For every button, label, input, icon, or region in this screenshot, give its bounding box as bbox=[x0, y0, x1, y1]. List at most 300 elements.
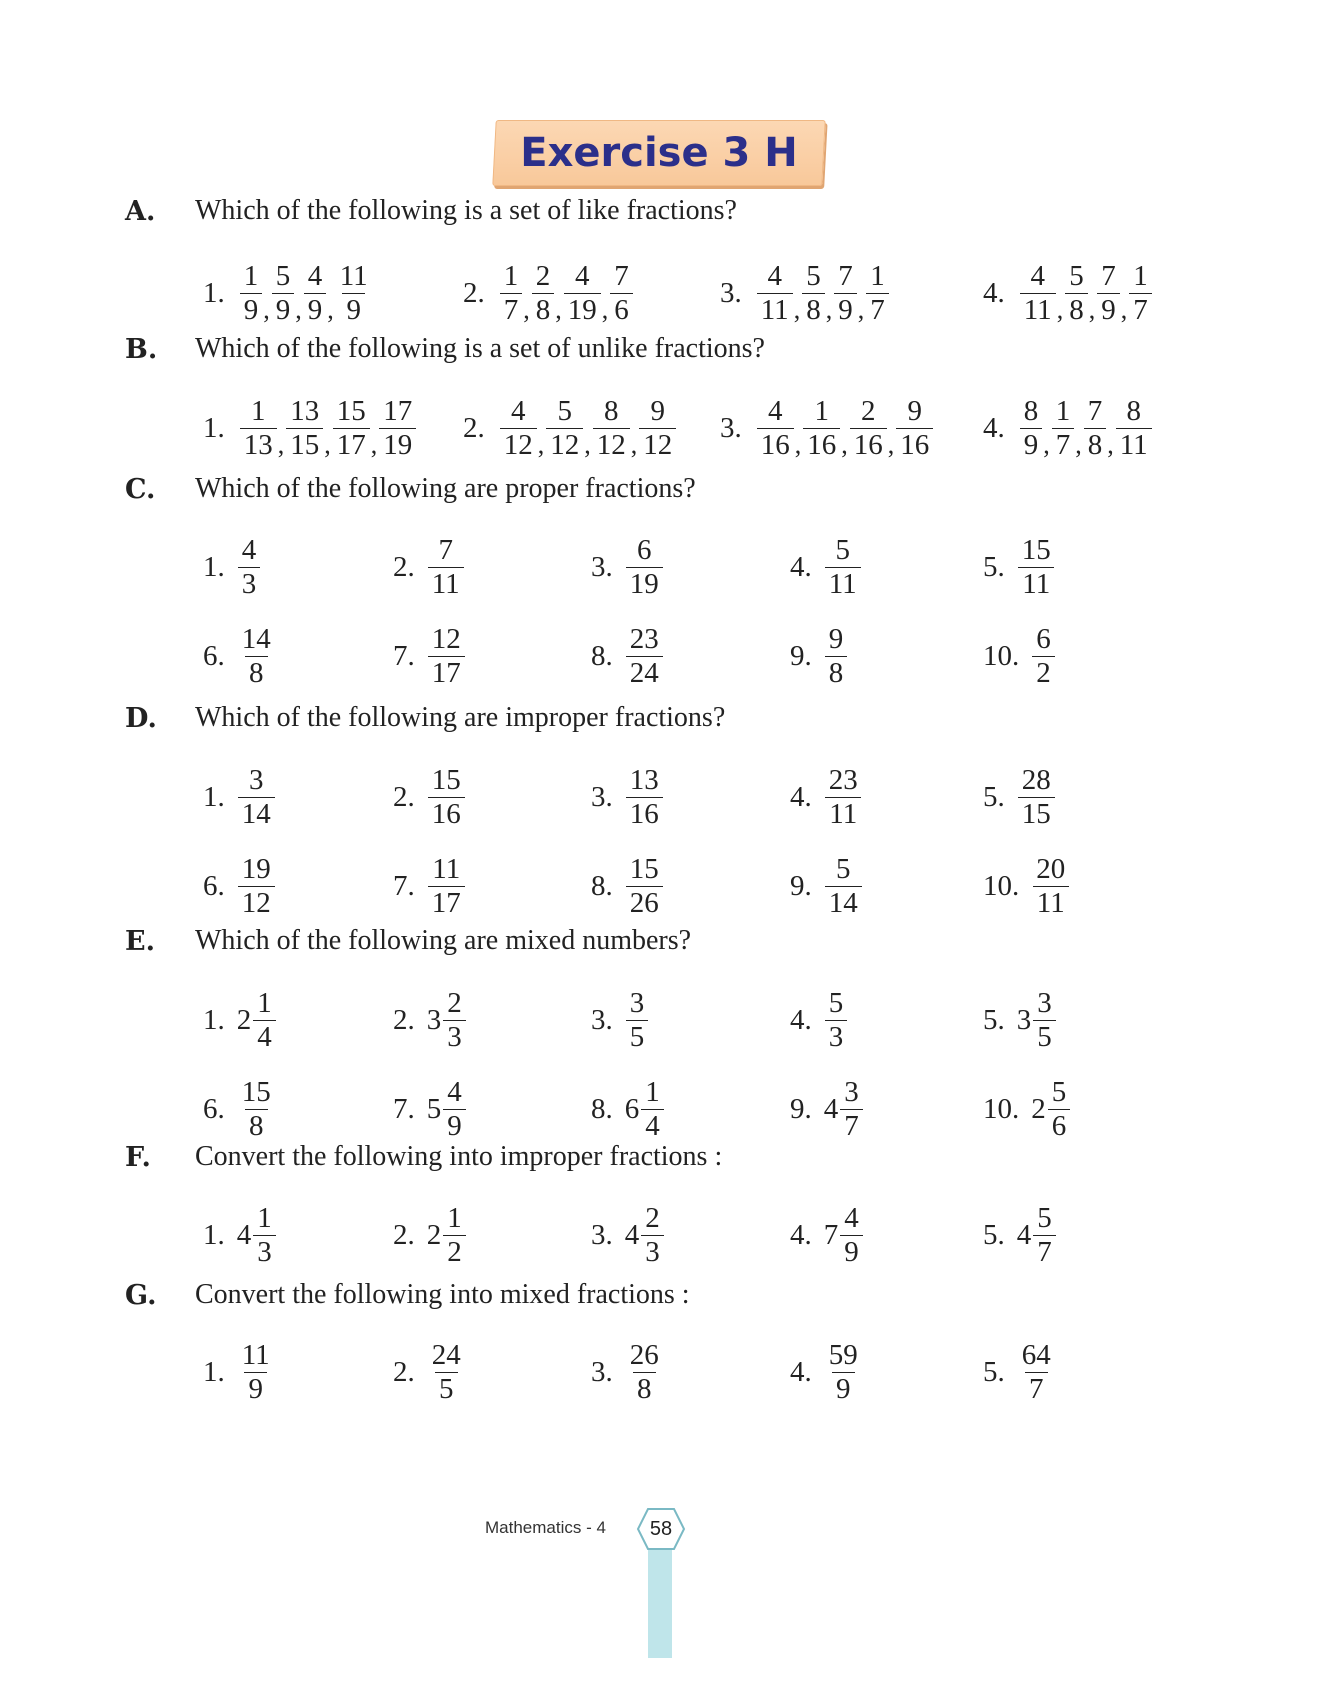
section-letter: A. bbox=[125, 196, 156, 227]
whole-number: 2 bbox=[1031, 1092, 1046, 1125]
numerator: 5 bbox=[1069, 260, 1084, 293]
numerator: 5 bbox=[1037, 1202, 1052, 1235]
fraction bbox=[253, 1202, 276, 1268]
numerator: 17 bbox=[383, 395, 413, 428]
comma: , bbox=[1056, 295, 1064, 324]
question-item bbox=[203, 620, 276, 692]
denominator: 8 bbox=[245, 1109, 268, 1142]
comma: , bbox=[794, 430, 802, 459]
fraction bbox=[757, 260, 793, 326]
fraction bbox=[626, 764, 663, 830]
page-number: 58 bbox=[649, 1518, 673, 1540]
numerator: 8 bbox=[1023, 395, 1039, 428]
fraction bbox=[304, 260, 327, 326]
fraction bbox=[1033, 987, 1056, 1053]
numerator: 7 bbox=[838, 260, 853, 293]
fraction bbox=[286, 395, 323, 461]
question-item bbox=[983, 850, 1070, 922]
question-item bbox=[393, 1336, 466, 1408]
fraction bbox=[1048, 1076, 1071, 1142]
fraction bbox=[825, 764, 862, 830]
denominator: 16 bbox=[803, 428, 840, 461]
item-number: 1. bbox=[203, 411, 225, 444]
denominator: 12 bbox=[500, 428, 537, 461]
whole-number: 5 bbox=[426, 1092, 442, 1125]
question-item bbox=[203, 257, 373, 329]
denominator: 8 bbox=[532, 293, 555, 326]
fraction bbox=[896, 395, 933, 461]
comma: , bbox=[1107, 430, 1114, 459]
question-item bbox=[463, 257, 634, 329]
denominator: 7 bbox=[840, 1109, 863, 1142]
comma: , bbox=[887, 430, 895, 459]
numerator: 15 bbox=[241, 1076, 271, 1109]
item-number: 2. bbox=[393, 550, 415, 583]
denominator: 17 bbox=[333, 428, 370, 461]
question-item bbox=[983, 1199, 1057, 1271]
whole-number: 6 bbox=[624, 1092, 640, 1125]
whole-number: 3 bbox=[426, 1003, 442, 1036]
fraction bbox=[825, 534, 861, 600]
denominator: 9 bbox=[1097, 293, 1120, 326]
denominator: 11 bbox=[825, 797, 861, 830]
item-number: 2. bbox=[393, 1003, 415, 1036]
item-number: 2. bbox=[393, 1355, 415, 1388]
fraction bbox=[1065, 260, 1088, 326]
fraction bbox=[379, 395, 416, 461]
question-item bbox=[393, 761, 466, 833]
item-number: 2. bbox=[463, 411, 485, 444]
numerator: 13 bbox=[290, 395, 320, 428]
numerator: 5 bbox=[275, 260, 291, 293]
fraction bbox=[1033, 1202, 1056, 1268]
comma: , bbox=[263, 295, 270, 324]
numerator: 3 bbox=[844, 1076, 859, 1109]
numerator: 20 bbox=[1036, 853, 1066, 886]
item-number: 1. bbox=[203, 1218, 225, 1251]
question-item bbox=[790, 620, 848, 692]
comma: , bbox=[1043, 430, 1050, 459]
section-letter: E. bbox=[125, 926, 155, 957]
denominator: 11 bbox=[757, 293, 793, 326]
question-item bbox=[393, 531, 465, 603]
fraction bbox=[238, 1339, 274, 1405]
denominator: 3 bbox=[443, 1020, 466, 1053]
fraction bbox=[238, 1076, 275, 1142]
item-number: 7. bbox=[393, 639, 415, 672]
numerator: 7 bbox=[438, 534, 453, 567]
fraction bbox=[840, 1202, 863, 1268]
numerator: 4 bbox=[241, 534, 257, 567]
fraction bbox=[240, 260, 263, 326]
numerator: 1 bbox=[257, 1202, 272, 1235]
denominator: 9 bbox=[834, 293, 857, 326]
item-number: 4. bbox=[790, 1355, 812, 1388]
fraction bbox=[1020, 395, 1043, 461]
question-item bbox=[203, 531, 261, 603]
item-number: 1. bbox=[203, 780, 225, 813]
item-number: 10. bbox=[983, 869, 1020, 902]
fraction bbox=[825, 853, 862, 919]
numerator: 1 bbox=[503, 260, 519, 293]
comma: , bbox=[324, 430, 331, 459]
numerator: 1 bbox=[1055, 395, 1071, 428]
denominator: 14 bbox=[825, 886, 862, 919]
whole-number: 2 bbox=[426, 1218, 442, 1251]
denominator: 24 bbox=[626, 656, 663, 689]
whole-number: 4 bbox=[823, 1092, 839, 1125]
denominator: 6 bbox=[1048, 1109, 1071, 1142]
section-letter: B. bbox=[125, 334, 158, 365]
numerator: 11 bbox=[241, 1339, 270, 1372]
denominator: 15 bbox=[1018, 797, 1055, 830]
numerator: 5 bbox=[557, 395, 572, 428]
question-item bbox=[591, 984, 649, 1056]
fraction bbox=[626, 623, 663, 689]
fraction bbox=[1032, 853, 1069, 919]
item-number: 2. bbox=[393, 1218, 415, 1251]
denominator: 5 bbox=[626, 1020, 649, 1053]
numerator: 1 bbox=[251, 395, 266, 428]
denominator: 9 bbox=[840, 1235, 863, 1268]
question-item bbox=[203, 392, 417, 464]
item-number: 4. bbox=[983, 276, 1005, 309]
fraction bbox=[500, 395, 537, 461]
denominator: 11 bbox=[1116, 428, 1152, 461]
question-item bbox=[203, 984, 277, 1056]
section-question: Which of the following are improper fractions? bbox=[195, 702, 726, 733]
denominator: 11 bbox=[1018, 567, 1054, 600]
denominator: 7 bbox=[500, 293, 523, 326]
numerator: 23 bbox=[828, 764, 858, 797]
comma: , bbox=[370, 430, 378, 459]
section-question: Convert the following into improper fractions : bbox=[195, 1141, 723, 1172]
numerator: 15 bbox=[1021, 534, 1051, 567]
numerator: 1 bbox=[870, 260, 885, 293]
numerator: 6 bbox=[637, 534, 652, 567]
numerator: 1 bbox=[243, 260, 259, 293]
numerator: 13 bbox=[629, 764, 659, 797]
denominator: 12 bbox=[238, 886, 275, 919]
item-number: 4. bbox=[790, 550, 812, 583]
denominator: 4 bbox=[253, 1020, 276, 1053]
question-item bbox=[591, 1073, 665, 1145]
whole-number: 4 bbox=[236, 1218, 252, 1251]
section-question: Which of the following is a set of like fractions? bbox=[195, 195, 737, 226]
numerator: 1 bbox=[447, 1202, 462, 1235]
comma: , bbox=[1120, 295, 1128, 324]
denominator: 16 bbox=[757, 428, 794, 461]
fraction bbox=[238, 534, 261, 600]
numerator: 5 bbox=[836, 853, 851, 886]
question-item bbox=[591, 620, 664, 692]
denominator: 5 bbox=[435, 1372, 458, 1405]
question-item bbox=[983, 984, 1057, 1056]
numerator: 12 bbox=[431, 623, 461, 656]
fraction bbox=[593, 395, 630, 461]
question-item bbox=[983, 392, 1153, 464]
comma: , bbox=[825, 295, 833, 324]
numerator: 4 bbox=[1030, 260, 1045, 293]
exercise-title: Exercise 3 H bbox=[520, 130, 798, 176]
item-number: 1. bbox=[203, 1003, 225, 1036]
denominator: 3 bbox=[825, 1020, 848, 1053]
numerator: 4 bbox=[511, 395, 526, 428]
footer-subject: Mathematics - 4 bbox=[485, 1518, 606, 1537]
question-item bbox=[591, 761, 664, 833]
numerator: 24 bbox=[431, 1339, 461, 1372]
section-question: Which of the following are proper fractions? bbox=[195, 473, 696, 504]
numerator: 7 bbox=[614, 260, 629, 293]
fraction bbox=[500, 260, 523, 326]
fraction bbox=[866, 260, 889, 326]
fraction bbox=[428, 623, 465, 689]
question-item bbox=[983, 1073, 1071, 1145]
question-item bbox=[393, 1073, 467, 1145]
numerator: 5 bbox=[835, 534, 850, 567]
numerator: 1 bbox=[645, 1076, 660, 1109]
fraction bbox=[240, 395, 277, 461]
fraction bbox=[1097, 260, 1120, 326]
item-number: 2. bbox=[463, 276, 485, 309]
comma: , bbox=[295, 295, 302, 324]
section-letter: D. bbox=[125, 703, 157, 734]
numerator: 2 bbox=[645, 1202, 660, 1235]
fraction bbox=[802, 260, 825, 326]
fraction bbox=[825, 987, 848, 1053]
comma: , bbox=[277, 430, 285, 459]
item-number: 10. bbox=[983, 1092, 1020, 1125]
numerator: 4 bbox=[447, 1076, 462, 1109]
numerator: 9 bbox=[650, 395, 665, 428]
fraction bbox=[428, 853, 465, 919]
fraction bbox=[1018, 1339, 1055, 1405]
item-number: 6. bbox=[203, 869, 225, 902]
item-number: 9. bbox=[790, 1092, 812, 1125]
question-item bbox=[790, 761, 863, 833]
denominator: 6 bbox=[610, 293, 633, 326]
fraction bbox=[626, 853, 663, 919]
question-item bbox=[591, 1199, 665, 1271]
question-item bbox=[790, 531, 862, 603]
item-number: 3. bbox=[591, 1003, 613, 1036]
question-item bbox=[393, 1199, 467, 1271]
denominator: 19 bbox=[379, 428, 416, 461]
item-number: 5. bbox=[983, 1355, 1005, 1388]
fraction bbox=[336, 260, 372, 326]
denominator: 19 bbox=[564, 293, 601, 326]
numerator: 15 bbox=[629, 853, 659, 886]
question-item bbox=[983, 761, 1056, 833]
page-bar bbox=[648, 1548, 672, 1658]
item-number: 3. bbox=[591, 1218, 613, 1251]
item-number: 9. bbox=[790, 639, 812, 672]
question-item bbox=[393, 850, 466, 922]
denominator: 9 bbox=[1020, 428, 1043, 461]
denominator: 8 bbox=[245, 656, 268, 689]
denominator: 12 bbox=[546, 428, 583, 461]
fraction bbox=[238, 853, 275, 919]
question-item bbox=[720, 392, 934, 464]
question-item bbox=[591, 1336, 664, 1408]
item-number: 5. bbox=[983, 780, 1005, 813]
question-item bbox=[790, 1199, 864, 1271]
fraction bbox=[443, 987, 466, 1053]
question-item bbox=[983, 1336, 1056, 1408]
item-number: 4. bbox=[790, 1003, 812, 1036]
numerator: 9 bbox=[907, 395, 922, 428]
fraction bbox=[840, 1076, 863, 1142]
question-item bbox=[203, 1073, 276, 1145]
section-question: Which of the following are mixed numbers? bbox=[195, 925, 692, 956]
fraction bbox=[850, 395, 887, 461]
item-number: 4. bbox=[983, 411, 1005, 444]
question-item bbox=[591, 850, 664, 922]
denominator: 2 bbox=[443, 1235, 466, 1268]
fraction bbox=[641, 1076, 664, 1142]
numerator: 2 bbox=[861, 395, 876, 428]
denominator: 8 bbox=[1084, 428, 1107, 461]
fraction bbox=[803, 395, 840, 461]
fraction bbox=[639, 395, 676, 461]
item-number: 10. bbox=[983, 639, 1020, 672]
whole-number: 4 bbox=[1016, 1218, 1032, 1251]
denominator: 7 bbox=[1129, 293, 1152, 326]
item-number: 4. bbox=[790, 1218, 812, 1251]
denominator: 14 bbox=[238, 797, 275, 830]
fraction bbox=[333, 395, 370, 461]
section-letter: G. bbox=[125, 1280, 157, 1311]
fraction bbox=[825, 1339, 862, 1405]
comma: , bbox=[630, 430, 638, 459]
section-letter: F. bbox=[125, 1142, 151, 1173]
numerator: 8 bbox=[604, 395, 619, 428]
denominator: 16 bbox=[428, 797, 465, 830]
comma: , bbox=[584, 430, 591, 459]
denominator: 26 bbox=[626, 886, 663, 919]
numerator: 15 bbox=[336, 395, 366, 428]
fraction bbox=[1116, 395, 1152, 461]
denominator: 2 bbox=[1032, 656, 1055, 689]
question-item bbox=[203, 1336, 275, 1408]
denominator: 17 bbox=[428, 886, 465, 919]
denominator: 8 bbox=[633, 1372, 656, 1405]
numerator: 4 bbox=[575, 260, 590, 293]
item-number: 8. bbox=[591, 639, 613, 672]
item-number: 4. bbox=[790, 780, 812, 813]
numerator: 11 bbox=[432, 853, 461, 886]
question-item bbox=[591, 531, 664, 603]
numerator: 23 bbox=[629, 623, 659, 656]
numerator: 3 bbox=[629, 987, 645, 1020]
numerator: 11 bbox=[339, 260, 368, 293]
fraction bbox=[546, 395, 583, 461]
question-item bbox=[790, 984, 848, 1056]
denominator: 7 bbox=[1033, 1235, 1056, 1268]
numerator: 15 bbox=[431, 764, 461, 797]
numerator: 26 bbox=[629, 1339, 659, 1372]
item-number: 9. bbox=[790, 869, 812, 902]
denominator: 16 bbox=[626, 797, 663, 830]
fraction bbox=[1020, 260, 1056, 326]
numerator: 19 bbox=[241, 853, 271, 886]
item-number: 5. bbox=[983, 1003, 1005, 1036]
comma: , bbox=[601, 295, 609, 324]
denominator: 3 bbox=[253, 1235, 276, 1268]
denominator: 11 bbox=[825, 567, 861, 600]
denominator: 8 bbox=[825, 656, 848, 689]
numerator: 6 bbox=[1036, 623, 1051, 656]
question-item bbox=[983, 620, 1056, 692]
numerator: 1 bbox=[1133, 260, 1148, 293]
comma: , bbox=[327, 295, 334, 324]
fraction bbox=[825, 623, 848, 689]
item-number: 7. bbox=[393, 869, 415, 902]
denominator: 9 bbox=[244, 1372, 267, 1405]
whole-number: 2 bbox=[236, 1003, 252, 1036]
whole-number: 4 bbox=[624, 1218, 640, 1251]
fraction bbox=[443, 1202, 466, 1268]
fraction bbox=[610, 260, 633, 326]
comma: , bbox=[1088, 295, 1096, 324]
numerator: 9 bbox=[828, 623, 844, 656]
denominator: 7 bbox=[866, 293, 889, 326]
item-number: 3. bbox=[720, 276, 742, 309]
numerator: 3 bbox=[249, 764, 264, 797]
item-number: 5. bbox=[983, 1218, 1005, 1251]
denominator: 8 bbox=[802, 293, 825, 326]
denominator: 19 bbox=[626, 567, 663, 600]
item-number: 6. bbox=[203, 639, 225, 672]
fraction bbox=[626, 1339, 663, 1405]
fraction bbox=[253, 987, 276, 1053]
item-number: 6. bbox=[203, 1092, 225, 1125]
denominator: 11 bbox=[1020, 293, 1056, 326]
comma: , bbox=[537, 430, 545, 459]
question-item bbox=[720, 257, 890, 329]
item-number: 1. bbox=[203, 1355, 225, 1388]
question-item bbox=[983, 257, 1153, 329]
question-item bbox=[203, 1199, 277, 1271]
fraction bbox=[428, 534, 464, 600]
denominator: 8 bbox=[1065, 293, 1088, 326]
numerator: 59 bbox=[828, 1339, 858, 1372]
item-number: 8. bbox=[591, 1092, 613, 1125]
comma: , bbox=[523, 295, 530, 324]
numerator: 5 bbox=[806, 260, 821, 293]
denominator: 17 bbox=[428, 656, 465, 689]
fraction bbox=[1052, 395, 1075, 461]
item-number: 3. bbox=[591, 1355, 613, 1388]
denominator: 16 bbox=[850, 428, 887, 461]
item-number: 3. bbox=[591, 780, 613, 813]
item-number: 2. bbox=[393, 780, 415, 813]
fraction bbox=[1129, 260, 1152, 326]
fraction bbox=[626, 987, 649, 1053]
fraction bbox=[757, 395, 794, 461]
numerator: 28 bbox=[1021, 764, 1051, 797]
denominator: 9 bbox=[272, 293, 295, 326]
denominator: 3 bbox=[641, 1235, 664, 1268]
numerator: 8 bbox=[1126, 395, 1141, 428]
denominator: 11 bbox=[1033, 886, 1069, 919]
denominator: 3 bbox=[238, 567, 261, 600]
numerator: 1 bbox=[814, 395, 829, 428]
item-number: 7. bbox=[393, 1092, 415, 1125]
denominator: 13 bbox=[240, 428, 277, 461]
item-number: 5. bbox=[983, 550, 1005, 583]
fraction bbox=[1032, 623, 1055, 689]
